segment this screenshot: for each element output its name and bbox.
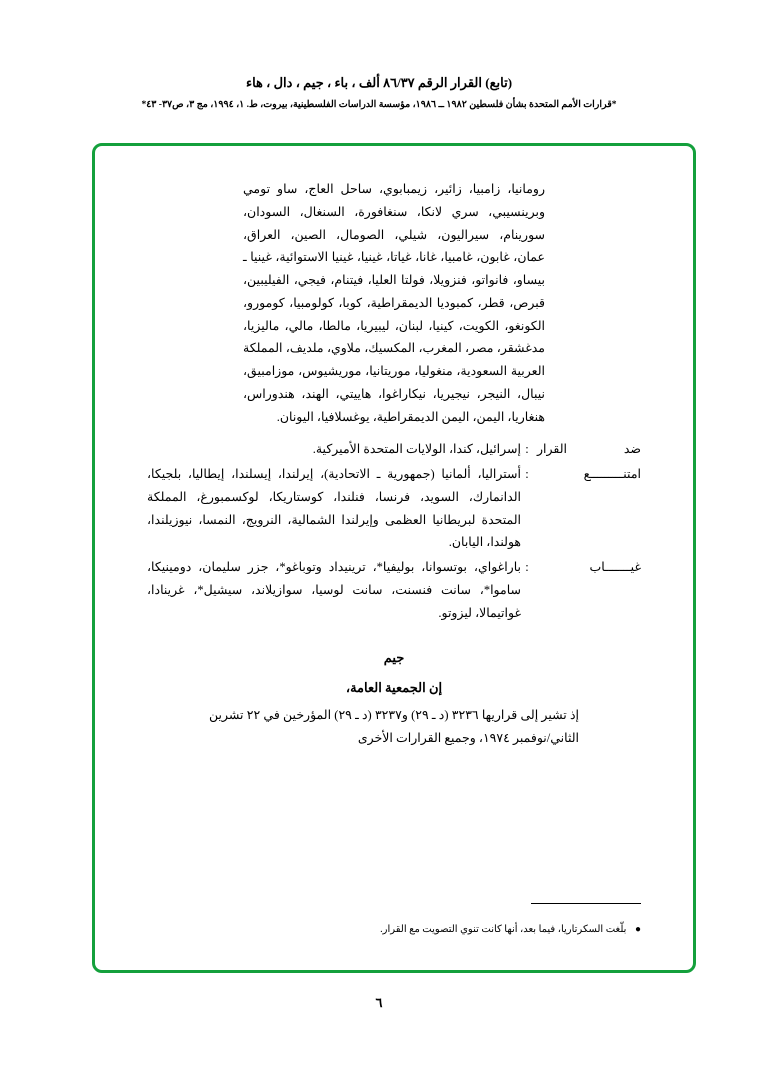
vote-colon-against: : xyxy=(525,442,529,457)
vote-text-absent: باراغواي، بوتسوانا، بوليفيا*، ترينيداد وتوباغو*، جزر سليمان، دومينيكا، ساموا*، سانت فنسنت، سانت لوسيا، سوازيلاند، سيشيل*، غرينادا، غواتيمالا، ليزوتو. xyxy=(147,560,521,620)
vote-row-absent xyxy=(147,556,641,624)
vote-colon-absent: : xyxy=(525,560,529,574)
vote-label-absent: غيـــــــاب xyxy=(589,560,641,574)
footnote xyxy=(147,922,641,938)
vote-row-against xyxy=(147,438,641,461)
vote-label-against: ضد القرار xyxy=(537,442,641,457)
paragraph-1: إذ تشير إلى قراريها ٣٢٣٦ (د ـ ٢٩) و٣٢٣٧ (د ـ ٢٩) المؤرخين في ٢٢ تشرين الثاني/نوفمبر ١٩٧٤، وجميع القرارات الأخرى xyxy=(209,708,579,746)
section-letter-heading: جيم xyxy=(383,650,405,666)
footnote-bullet-icon: ● xyxy=(634,924,641,935)
countries-paragraph: رومانيا، زامبيا، زائير، زيمبابوي، ساحل العاج، ساو تومي وبرينسيبي، سري لانكا، سنغافورة، السنغال، السودان، سورينام، سيراليون، شيلي، الصومال، الصين، العراق، عمان، غابون، غامبيا، غانا، غياتا، غينيا، غينيا الاستوائية، غينيا ـ بيساو، فانواتو، فنزويلا، فولتا العليا، فيتنام، فيجي، الفيليبين، قبرص، قطر، كمبوديا الديمقراطية، كوبا، كولومبيا، كومورو، الكونغو، الكويت، كينيا، لبنان، ليبيريا، مالطا، مالي، ماليزيا، مدغشقر، مصر، المغرب، المكسيك، ملاوي، ملديف، المملكة العربية السعودية، منغوليا، موريتانيا، موريشيوس، موزامبيق، نيبال، النيجر، نيجيريا، نيكاراغوا، هاييتي، الهند، هندوراس، هنغاريا، اليمن، اليمن الديمقراطية، يوغسلافيا، اليونان. xyxy=(243,182,545,424)
vote-text-abstained: أستراليا، ألمانيا (جمهورية ـ الاتحادية)، إيرلندا، إيسلندا، إيطاليا، بلجيكا، الدانمارك، السويد، فرنسا، فنلندا، كوستاريكا، لوكسمبورغ، المملكة المتحدة لبريطانيا العظمى وإيرلندا الشمالية، النرويج، النمسا، نيوزيلندا، هولندا، اليابان. xyxy=(147,467,521,550)
page-number: ٦ xyxy=(375,995,383,1010)
content-frame xyxy=(92,143,696,973)
vote-label-abstained: امتنـــــــــع xyxy=(583,467,641,481)
footnote-text: بلّغت السكرتاريا، فيما بعد، أنها كانت تنوي التصويت مع القرار. xyxy=(380,924,627,935)
page-header xyxy=(0,0,758,112)
content-frame-inner xyxy=(102,153,686,963)
vote-colon-abstained: : xyxy=(525,467,529,481)
vote-row-abstained xyxy=(147,463,641,554)
footnote-divider xyxy=(531,903,641,904)
assembly-line: إن الجمعية العامة، xyxy=(345,680,443,696)
page-title: (تابع) القرار الرقم ٨٦/٣٧ ألف ، باء ، جيم ، دال ، هاء xyxy=(245,75,513,90)
vote-text-against: إسرائيل، كندا، الولايات المتحدة الأميركية. xyxy=(312,442,521,457)
page-source-note: *قرارات الأمم المتحدة بشأن فلسطين ١٩٨٢ ــ ١٩٨٦، مؤسسة الدراسات الفلسطينية، بيروت، ط. ١، ١٩٩٤، مج ٣، ص٣٧- ٤٣* xyxy=(141,100,617,111)
vote-results-block xyxy=(147,438,641,624)
